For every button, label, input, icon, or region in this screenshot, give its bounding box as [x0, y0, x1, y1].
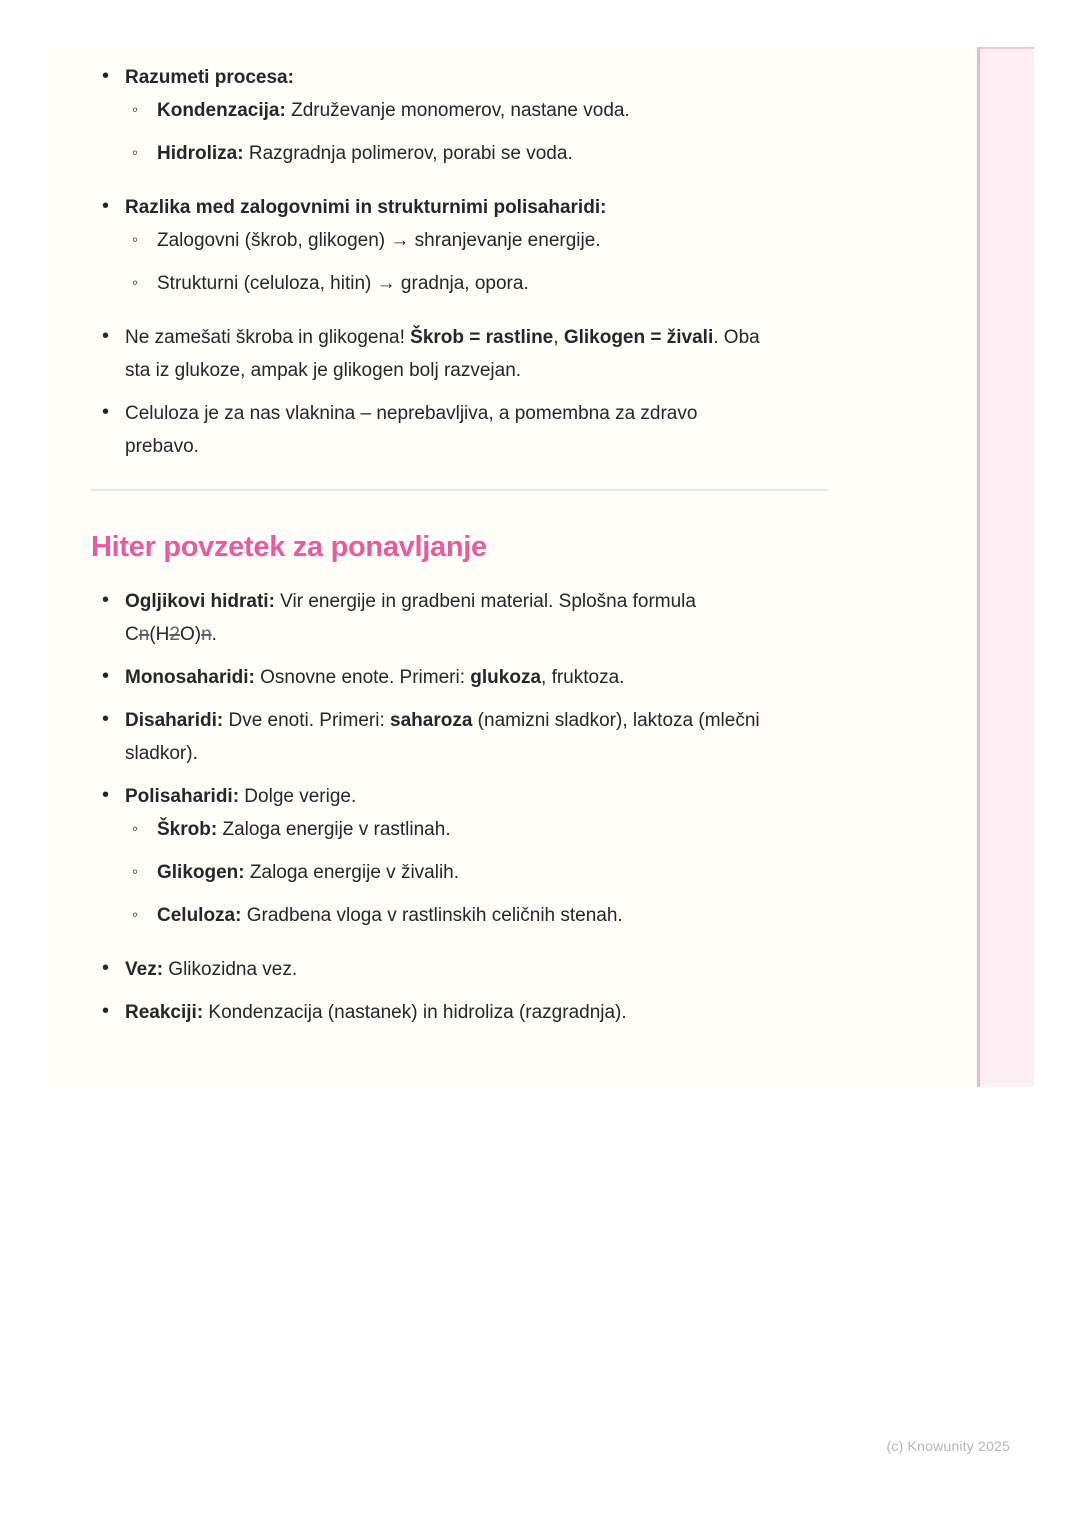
section-divider — [91, 489, 828, 491]
text-run: Kondenzacija (nastanek) in hidroliza (razgradnja). — [203, 1002, 627, 1023]
list-item — [91, 321, 828, 387]
sub-list-item — [91, 94, 828, 127]
list-item — [91, 953, 828, 986]
bold-text-run: Razlika med zalogovnimi in strukturnimi polisaharidi: — [125, 197, 607, 218]
copyright-footer: (c) Knowunity 2025 — [886, 1438, 1010, 1454]
bold-text-run: Ogljikovi hidrati: — [125, 591, 275, 612]
list-item — [91, 704, 828, 770]
text-run: Razgradnja polimerov, porabi se voda. — [243, 143, 573, 164]
list-item — [91, 61, 828, 94]
text-run: Dolge verige. — [239, 786, 357, 807]
content-card — [48, 47, 1034, 1087]
sub-list-item — [91, 813, 828, 846]
bold-text-run: Glikogen = živali — [563, 327, 714, 348]
document-content — [91, 47, 828, 1029]
bold-text-run: Disaharidi: — [125, 710, 224, 731]
subscript-text-run: n — [138, 624, 150, 645]
text-run: C — [125, 624, 139, 645]
pink-margin-strip — [977, 47, 1034, 1087]
subscript-text-run: 2 — [169, 624, 180, 645]
bold-text-run: Celuloza: — [157, 905, 242, 926]
sub-list-item — [91, 899, 828, 932]
list-item — [91, 191, 828, 224]
text-run: . Oba — [713, 327, 760, 348]
text-run: sladkor). — [125, 743, 198, 764]
summary-heading: Hiter povzetek za ponavljanje — [91, 531, 487, 563]
bullet-list — [91, 585, 828, 1029]
bold-text-run: Monosaharidi: — [125, 667, 255, 688]
text-run: (H — [149, 624, 170, 645]
bold-text-run: Reakciji: — [125, 1002, 204, 1023]
bullet-list — [91, 61, 828, 463]
text-run: Zalogovni (škrob, glikogen) → shranjevanje energije. — [157, 230, 601, 251]
text-run: Ne zamešati škroba in glikogena! — [125, 327, 411, 348]
text-run: Strukturni (celuloza, hitin) → gradnja, opora. — [157, 273, 529, 294]
text-run: , fruktoza. — [541, 667, 625, 688]
text-run: Vir energije in gradbeni material. Splošna formula — [274, 591, 696, 612]
text-run: Zaloga energije v živalih. — [244, 862, 460, 883]
bold-text-run: glukoza — [470, 667, 542, 688]
bold-text-run: Kondenzacija: — [157, 100, 286, 121]
bold-text-run: Škrob = rastline — [410, 327, 554, 348]
text-run: O) — [179, 624, 202, 645]
text-run: sta iz glukoze, ampak je glikogen bolj razvejan. — [125, 360, 522, 381]
list-item — [91, 996, 828, 1029]
bold-text-run: Razumeti procesa: — [125, 67, 294, 88]
bold-text-run: Škrob: — [157, 819, 218, 840]
subscript-text-run: n — [201, 624, 212, 645]
text-run: Gradbena vloga v rastlinskih celičnih stenah. — [241, 905, 623, 926]
text-run: Združevanje monomerov, nastane voda. — [285, 100, 630, 121]
text-run: prebavo. — [125, 436, 199, 457]
text-run: Glikozidna vez. — [163, 959, 298, 980]
bold-text-run: saharoza — [390, 710, 473, 731]
text-run: , — [553, 327, 564, 348]
list-item — [91, 397, 828, 463]
bold-text-run: Polisaharidi: — [125, 786, 240, 807]
text-run: . — [211, 624, 217, 645]
bold-text-run: Vez: — [125, 959, 164, 980]
sub-list-item — [91, 856, 828, 889]
text-run: (namizni sladkor), laktoza (mlečni — [472, 710, 760, 731]
sub-list-item — [91, 224, 828, 257]
list-item — [91, 780, 828, 813]
text-run: Celuloza je za nas vlaknina – neprebavljiva, a pomembna za zdravo — [125, 403, 698, 424]
list-item — [91, 585, 828, 651]
text-run: Osnovne enote. Primeri: — [254, 667, 471, 688]
sub-list-item — [91, 137, 828, 170]
bold-text-run: Hidroliza: — [157, 143, 244, 164]
bold-text-run: Glikogen: — [157, 862, 245, 883]
text-run: Zaloga energije v rastlinah. — [217, 819, 451, 840]
text-run: Dve enoti. Primeri: — [223, 710, 391, 731]
sub-list-item — [91, 267, 828, 300]
list-item — [91, 661, 828, 694]
